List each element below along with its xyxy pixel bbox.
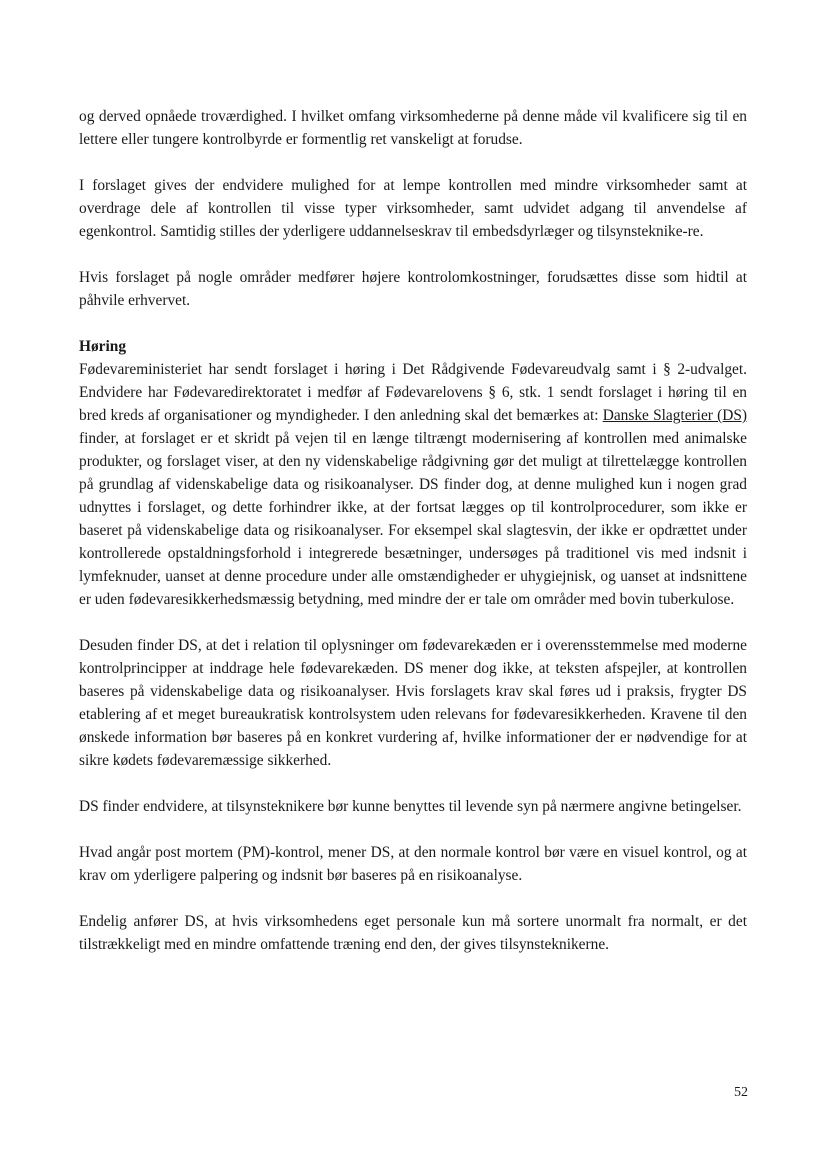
paragraph-post-mortem: Hvad angår post mortem (PM)-kontrol, mener DS, at den normale kontrol bør være en visuel kontrol, og at krav om yderligere palpering og indsnit bør baseres på en risikoanalyse. — [79, 844, 747, 884]
paragraph-staff-training: Endelig anfører DS, at hvis virksomhedens eget personale kun må sortere unormalt fra normalt, er det tilstrækkeligt med en mindre omfattende træning end den, der gives tilsynsteknikerne. — [79, 913, 747, 953]
page-number: 52 — [734, 1085, 748, 1100]
paragraph-food-chain: Desuden finder DS, at det i relation til oplysninger om fødevarekæden er i overensstemmelse med moderne kontrolprincipper at inddrage hele fødevarekæden. DS mener dog ikke, at teksten afspejler, at kontrollen baseres på videnskabelige data og risikoanalyser. Hvis forslagets krav skal føres ud i praksis, frygter DS etablering af et meget bureaukratisk kontrolsystem uden relevans for fødevaresikkerheden. Kravene til den ønskede information bør baseres på en konkret vurdering af, hvilke informationer der er nødvendige for at sikre kødets fødevaremæssige sikkerhed. — [79, 637, 747, 769]
section-heading-hearing: Høring — [79, 338, 127, 355]
danske-slagterier-link[interactable]: Danske Slagterier (DS) — [602, 407, 747, 424]
hearing-intro-text: Fødevareministeriet har sendt forslaget i høring i Det Rådgivende Fødevareudvalg samt i § 2-udvalget. Endvidere har Fødevaredirektoratet i medfør af Fødevarelovens § 6, stk. 1 sendt forslaget i høring til en bred kreds af organisationer og myndigheder. I den anledning skal det bemærkes at: — [79, 361, 747, 424]
hearing-section — [79, 335, 747, 611]
paragraph-inspection-technicians: DS finder endvidere, at tilsynsteknikere bør kunne benyttes til levende syn på nærmere angivne betingelser. — [79, 798, 742, 815]
paragraph-proposal-relief: I forslaget gives der endvidere mulighed for at lempe kontrollen med mindre virksomheder samt at overdrage dele af kontrollen til visse typer virksomheder, samt udvidet adgang til anvendelse af egenkontrol. Samtidig stilles der yderligere uddannelseskrav til embedsdyrlæger og tilsynsteknike-re. — [79, 177, 747, 240]
hearing-ds-opinion-text: finder, at forslaget er et skridt på vejen til en længe tiltrængt modernisering af kontrollen med animalske produkter, og forslaget viser, at den ny videnskabelige rådgivning gør det muligt at tilrettelægge kontrollen på grundlag af videnskabelige data og risikoanalyser. DS finder dog, at denne mulighed kun i nogen grad udnyttes i forslaget, og dette forhindrer ikke, at der fortsat lægges op til kontrolprocedurer, som ikke er baseret på videnskabelige data og risikoanalyser. For eksempel skal slagtesvin, der ikke er opdrættet under kontrollerede opstaldningsforhold i integrerede besætninger, undersøges på traditionel vis med indsnit i lymfeknuder, uanset at denne procedure under alle omstændigheder er uhygiejnisk, og uanset at indsnittene er uden fødevaresikkerhedsmæssig betydning, med mindre der er tale om områder med bovin tuberkulose. — [79, 430, 747, 608]
document-body — [79, 105, 747, 979]
paragraph-control-costs: Hvis forslaget på nogle områder medfører højere kontrolomkostninger, forudsættes disse som hidtil at påhvile erhvervet. — [79, 269, 747, 309]
paragraph-credibility: og derved opnåede troværdighed. I hvilket omfang virksomhederne på denne måde vil kvalificere sig til en lettere eller tungere kontrolbyrde er formentlig ret vanskeligt at forudse. — [79, 108, 747, 148]
